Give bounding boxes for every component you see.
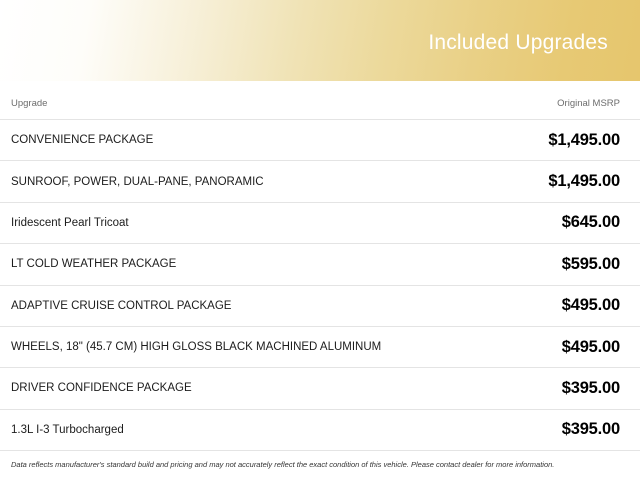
page-title: Included Upgrades — [428, 31, 608, 54]
upgrade-price: $595.00 — [561, 254, 620, 273]
upgrade-name: LT COLD WEATHER PACKAGE — [11, 258, 177, 271]
upgrade-price: $645.00 — [561, 213, 620, 232]
upgrade-name: 1.3L I-3 Turbocharged — [11, 423, 124, 436]
table-row — [0, 367, 640, 408]
upgrade-price: $395.00 — [561, 420, 620, 439]
upgrade-name: CONVENIENCE PACKAGE — [11, 134, 154, 147]
upgrade-name: ADAPTIVE CRUISE CONTROL PACKAGE — [11, 299, 232, 312]
upgrade-price: $1,495.00 — [548, 130, 620, 149]
upgrade-name: Iridescent Pearl Tricoat — [11, 216, 129, 229]
table-column-headers — [0, 81, 640, 119]
table-row — [0, 119, 640, 160]
upgrade-name: SUNROOF, POWER, DUAL-PANE, PANORAMIC — [11, 175, 264, 188]
upgrade-price: $495.00 — [561, 337, 620, 356]
upgrade-price: $495.00 — [561, 296, 620, 315]
upgrade-name: WHEELS, 18" (45.7 CM) HIGH GLOSS BLACK MACHINED ALUMINUM — [11, 341, 382, 354]
panel-header — [0, 0, 640, 81]
column-header-upgrade: Upgrade — [11, 98, 48, 109]
table-row — [0, 202, 640, 243]
table-row — [0, 409, 640, 450]
upgrade-price: $1,495.00 — [548, 172, 620, 191]
upgrade-name: DRIVER CONFIDENCE PACKAGE — [11, 382, 192, 395]
upgrade-price: $395.00 — [561, 378, 620, 397]
table-row — [0, 160, 640, 201]
table-row — [0, 326, 640, 367]
upgrades-list — [0, 119, 640, 450]
column-header-msrp: Original MSRP — [557, 98, 620, 109]
disclaimer-text: Data reflects manufacturer's standard build and pricing and may not accurately reflect the exact condition of this vehicle. Please contact dealer for more information. — [0, 450, 640, 480]
table-row — [0, 285, 640, 326]
table-row — [0, 243, 640, 284]
